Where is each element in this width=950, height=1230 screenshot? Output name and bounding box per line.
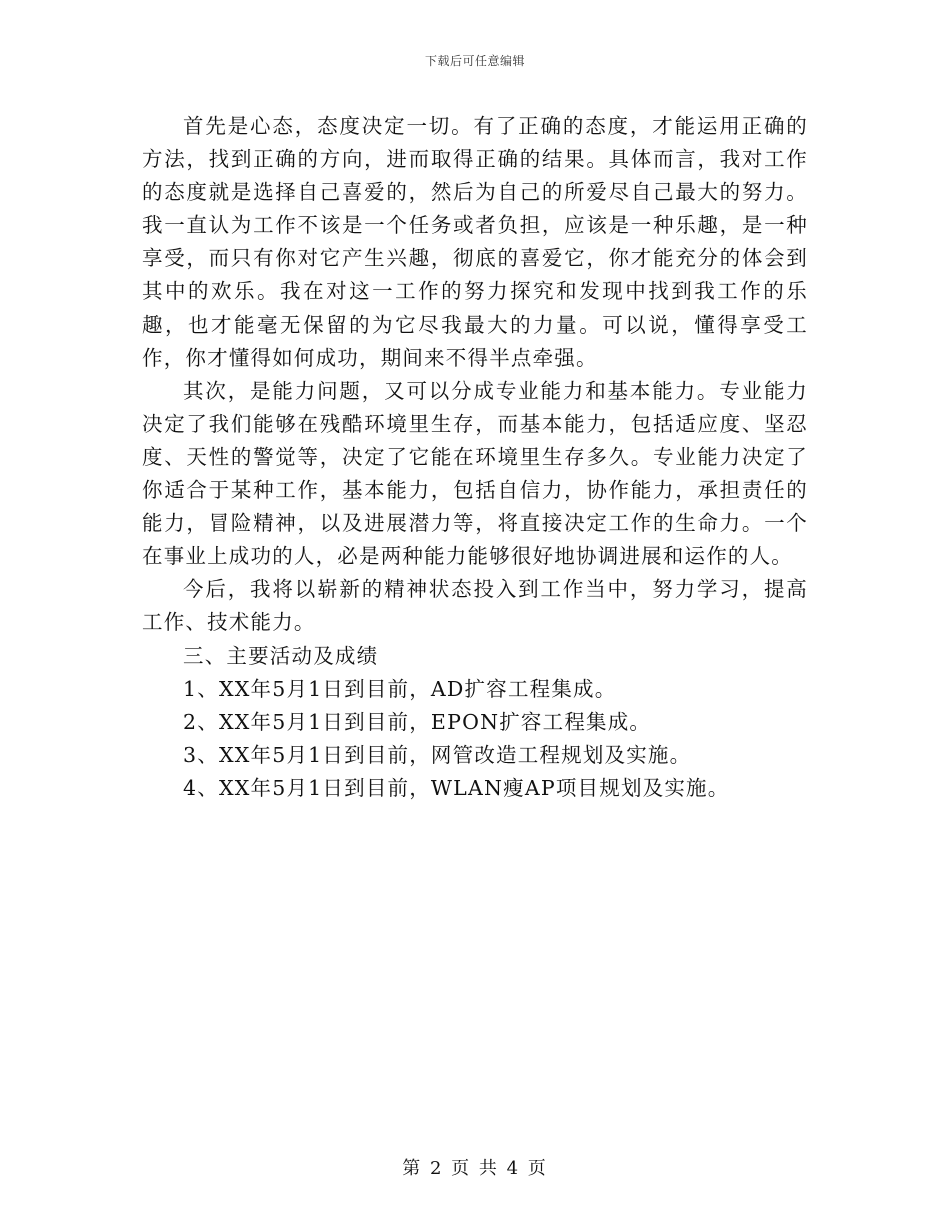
paragraph-ability: 其次，是能力问题，又可以分成专业能力和基本能力。专业能力决定了我们能够在残酷环境里生存，而基本能力，包括适应度、坚忍度、天性的警觉等，决定了它能在环境里生存多久。专业能力决定了你适合于某种工作，基本能力，包括自信力，协作能力，承担责任的能力，冒险精神，以及进展潜力等，将直接决定工作的生命力。一个在事业上成功的人，必是两种能力能够很好地协调进展和运作的人。: [142, 378, 808, 569]
page-header: 下载后可任意编辑: [424, 54, 525, 68]
paragraph-attitude: 首先是心态，态度决定一切。有了正确的态度，才能运用正确的方法，找到正确的方向，进而取得正确的结果。具体而言，我对工作的态度就是选择自己喜爱的，然后为自己的所爱尽自己最大的努力。我一直认为工作不该是一个任务或者负担，应该是一种乐趣，是一种享受，而只有你对它产生兴趣，彻底的喜爱它，你才能充分的体会到其中的欢乐。我在对这一工作的努力探究和发现中找到我工作的乐趣，也才能毫无保留的为它尽我最大的力量。可以说，懂得享受工作，你才懂得如何成功，期间来不得半点牵强。: [142, 114, 808, 370]
list-item-activity-1: 1、XX年5月1日到目前，AD扩容工程集成。: [183, 676, 617, 701]
list-item-activity-4: 4、XX年5月1日到目前，WLAN瘦AP项目规划及实施。: [183, 775, 730, 800]
document-body: [142, 110, 808, 805]
list-item-activity-3: 3、XX年5月1日到目前，网管改造工程规划及实施。: [183, 742, 692, 767]
list-item-activity-2: 2、XX年5月1日到目前，EPON扩容工程集成。: [183, 709, 652, 734]
page-number: 第 2 页 共 4 页: [402, 1158, 548, 1179]
section-heading-activities: 三、主要活动及成绩: [183, 643, 379, 668]
paragraph-future: 今后，我将以崭新的精神状态投入到工作当中，努力学习，提高工作、技术能力。: [142, 577, 808, 635]
